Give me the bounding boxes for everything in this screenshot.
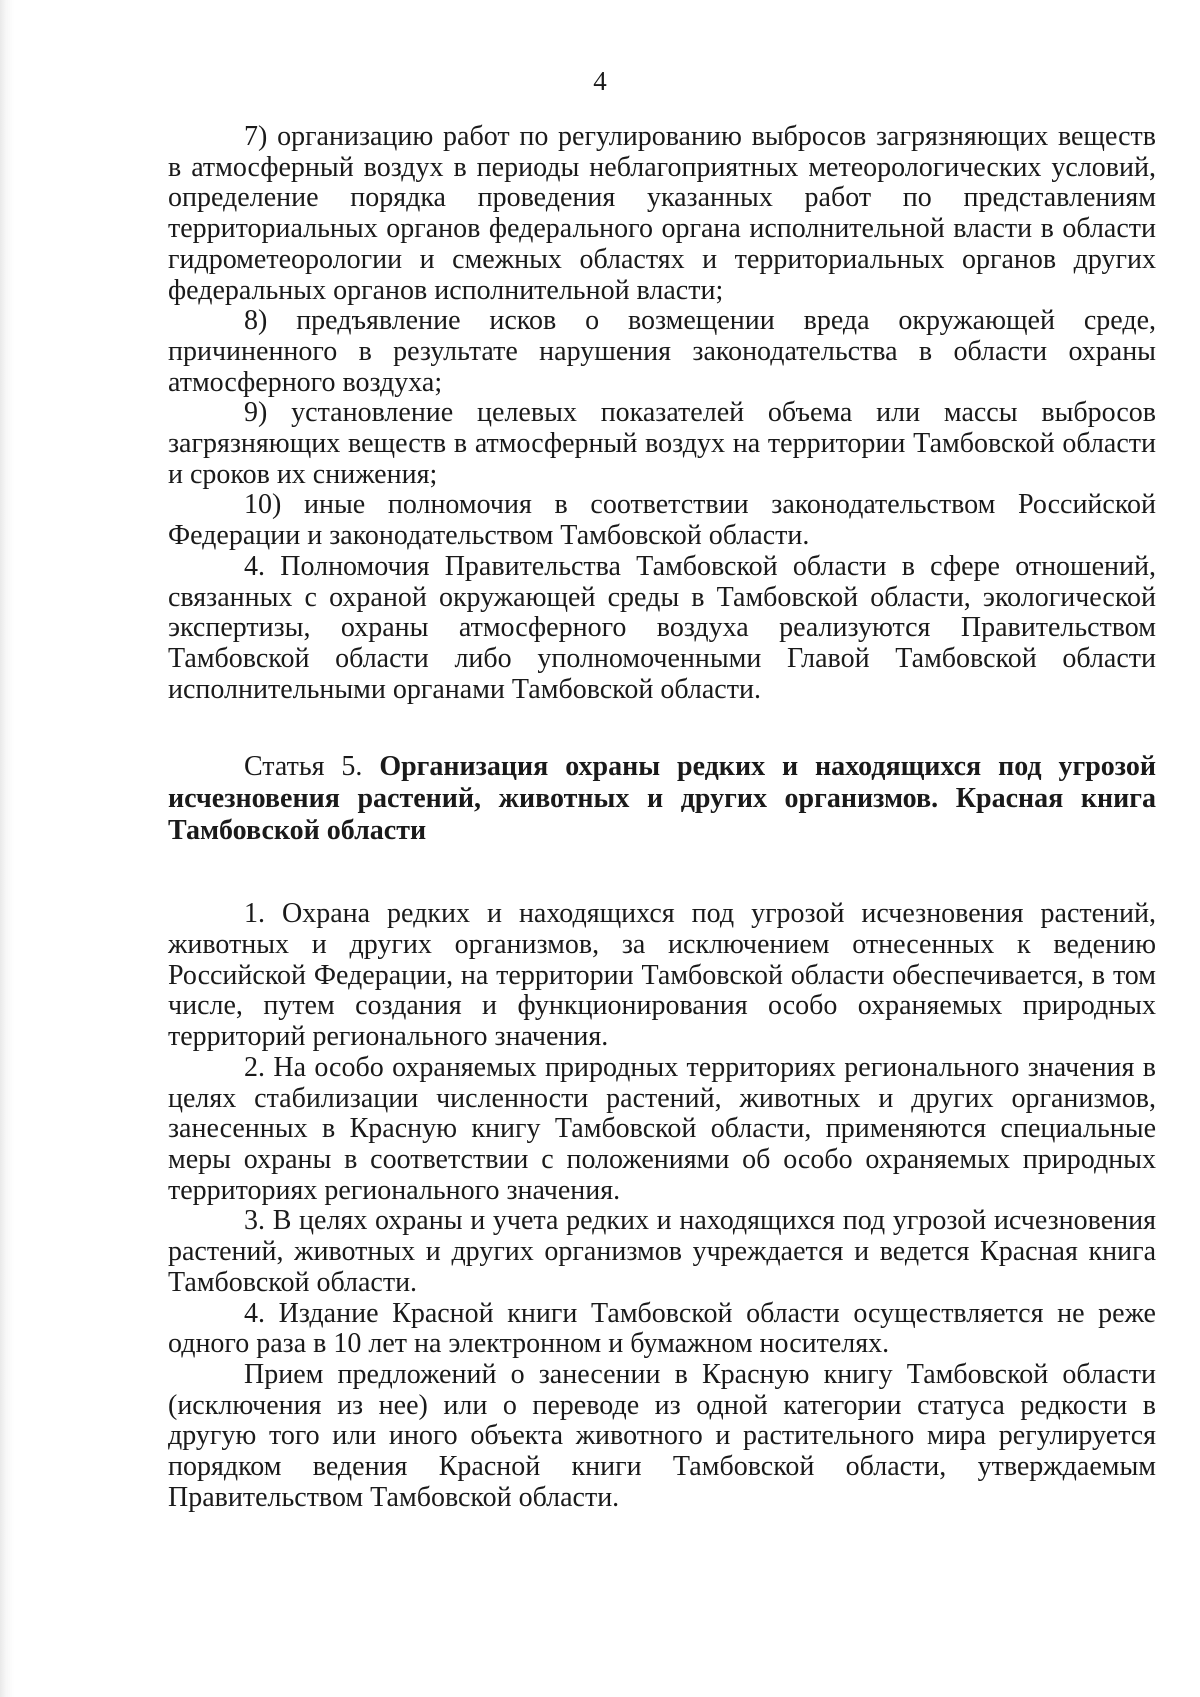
heading-spacer	[168, 847, 1156, 899]
article-5-heading	[168, 751, 1156, 847]
article-5-clause-1: 1. Охрана редких и находящихся под угрозой исчезновения растений, животных и других организмов, за исключением отнесенных к ведению Российской Федерации, на территории Тамбовской области обеспечивается, в том числе, путем создания и функционирования особо охраняемых природных территорий регионального значения.	[168, 898, 1156, 1053]
article-5-number: Статья 5.	[244, 751, 363, 783]
article-5-clause-2: 2. На особо охраняемых природных территориях регионального значения в целях стабилизации численности растений, животных и других организмов, занесенных в Красную книгу Тамбовской области, применяются специальные меры охраны в соответствии с положениями об особо охраняемых природных территориях регионального значения.	[168, 1051, 1156, 1206]
page-number: 4	[593, 66, 607, 96]
article-5-title: Организация охраны редких и находящихся под угрозой исчезновения растений, животных и других организмов. Красная книга Тамбовской области	[168, 751, 1156, 847]
article-5-clause-4-continued: Прием предложений о занесении в Красную книгу Тамбовской области (исключения из нее) или о переводе из одной категории статуса редкости в другую того или иного объекта животного и растительного мира регулируется порядком ведения Красной книги Тамбовской области, утверждаемым Правительством Тамбовской области.	[168, 1358, 1156, 1513]
paragraph-item-10: 10) иные полномочия в соответствии законодательством Российской Федерации и законодательством Тамбовской области.	[168, 489, 1156, 552]
paragraph-item-9: 9) установление целевых показателей объема или массы выбросов загрязняющих веществ в атмосферный воздух на территории Тамбовской области и сроков их снижения;	[168, 397, 1156, 490]
paragraph-item-7: 7) организацию работ по регулированию выбросов загрязняющих веществ в атмосферный воздух в периоды неблагоприятных метеорологических условий, определение порядка проведения указанных работ по представлениям территориальных органов федерального органа исполнительной власти в области гидрометеорологии и смежных областях и территориальных органов других федеральных органов исполнительной власти;	[168, 121, 1156, 306]
article-5-clause-3: 3. В целях охраны и учета редких и находящихся под угрозой исчезновения растений, животных и других организмов учреждается и ведется Красная книга Тамбовской области.	[168, 1205, 1156, 1298]
paragraph-clause-4: 4. Полномочия Правительства Тамбовской области в сфере отношений, связанных с охраной окружающей среды в Тамбовской области, экологической экспертизы, охраны атмосферного воздуха реализуются Правительством Тамбовской области либо уполномоченными Главой Тамбовской области исполнительными органами Тамбовской области.	[168, 550, 1156, 705]
document-body	[168, 122, 1156, 1513]
scan-edge-shadow	[0, 0, 14, 1697]
paragraph-item-8: 8) предъявление исков о возмещении вреда окружающей среде, причиненного в результате нарушения законодательства в области охраны атмосферного воздуха;	[168, 305, 1156, 398]
article-5-clause-4: 4. Издание Красной книги Тамбовской области осуществляется не реже одного раза в 10 лет на электронном и бумажном носителях.	[168, 1297, 1156, 1360]
